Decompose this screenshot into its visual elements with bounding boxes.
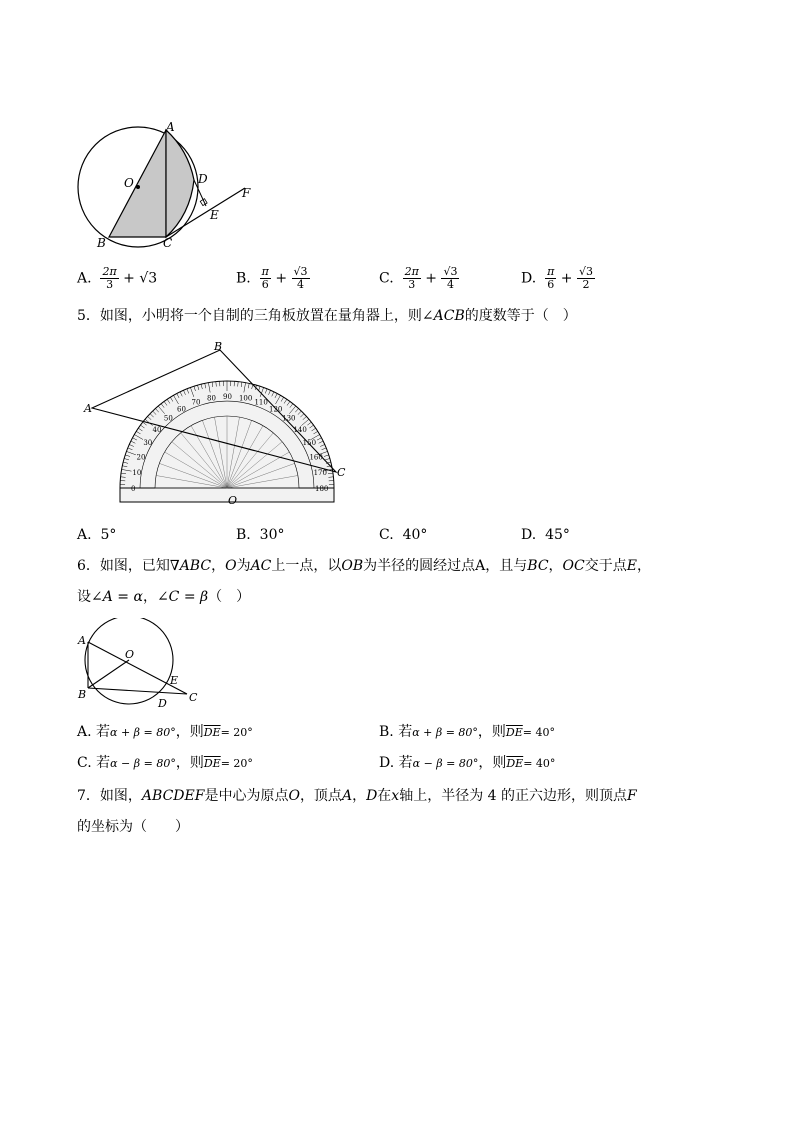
q7-stem-line1: 7．如图，ABCDEF是中心为原点O，顶点A，D在x轴上，半径为 4 的正六边形，则顶点F: [77, 788, 637, 804]
q5-option-d: D. 45°: [521, 527, 570, 543]
protractor-scale-number: 130: [282, 414, 296, 423]
protractor-scale-number: 120: [269, 405, 283, 414]
q4-option-b: B. $\frac{\pi}{6}$ + $\frac{√3}{4}$: [236, 265, 308, 291]
q4-label-C: C: [163, 236, 173, 250]
q4-option-a: A. $\frac{2\pi}{3}$ + √3: [77, 265, 158, 291]
protractor-scale-number: 60: [177, 405, 186, 414]
q5-label-C: C: [337, 466, 346, 479]
q5-option-a: A. 5°: [77, 527, 117, 543]
q6-option-a: A. 若α + β = 80°，则$\overline{DE}= 20^\circ$: [77, 724, 253, 740]
protractor-scale-number: 110: [254, 398, 268, 407]
protractor-scale-number: 50: [163, 414, 173, 423]
q4-label-B: B: [97, 236, 106, 250]
q7-stem-line2: 的坐标为（ ）: [77, 819, 189, 835]
q6-option-d: D. 若α − β = 80°，则$\overline{DE}= 40^\circ$: [379, 755, 556, 771]
q4-figure: [70, 120, 260, 255]
q6-figure: [72, 618, 212, 710]
q5-stem: 5．如图，小明将一个自制的三角板放置在量角器上，则∠ACB的度数等于（ ）: [77, 308, 577, 324]
q5-option-c: C. 40°: [379, 527, 428, 543]
q4-label-E: E: [210, 208, 219, 222]
q5-label-O: O: [228, 494, 238, 507]
q6-option-b: B. 若α + β = 80°，则$\overline{DE}= 40^\circ$: [379, 724, 555, 740]
protractor-scale-number: 40: [152, 425, 162, 434]
protractor-scale-number: 0: [131, 485, 136, 493]
q4-option-d: D. $\frac{\pi}{6}$ + $\frac{√3}{2}$: [521, 265, 593, 291]
q6-option-c: C. 若α − β = 80°，则$\overline{DE}= 20^\circ$: [77, 755, 253, 771]
protractor-scale-number: 30: [143, 439, 153, 447]
q4-label-A: A: [166, 120, 175, 134]
q6-label-B: B: [78, 688, 87, 701]
protractor-scale-number: 140: [293, 425, 307, 434]
protractor-scale-number: 160: [309, 453, 323, 462]
q6-label-D: D: [158, 697, 167, 710]
protractor-scale-number: 90: [223, 393, 232, 401]
q4-option-c: C. $\frac{2\pi}{3}$ + $\frac{√3}{4}$: [379, 265, 458, 291]
q5-label-A: A: [84, 402, 92, 415]
q5-label-B: B: [214, 340, 223, 353]
q6-label-A: A: [78, 634, 86, 647]
protractor-scale-number: 20: [136, 453, 146, 462]
protractor-scale-number: 80: [207, 394, 216, 403]
protractor-scale-number: 150: [302, 439, 317, 447]
q6-stem-line2: 设∠A = α，∠C = β（ ）: [77, 589, 251, 605]
q5-option-b: B. 30°: [236, 527, 285, 543]
q4-label-F: F: [242, 186, 251, 200]
protractor-scale-number: 10: [132, 469, 142, 478]
protractor-scale-number: 180: [315, 485, 329, 493]
q6-stem-line1: 6．如图，已知∇ABC，O为AC上一点，以OB为半径的圆经过点A，且与BC，OC交于点E，: [77, 558, 651, 574]
q4-label-O: O: [124, 176, 134, 190]
q4-label-D: D: [198, 172, 208, 186]
q6-label-O: O: [125, 648, 135, 661]
q5-figure: [80, 338, 360, 510]
protractor-scale-number: 170: [313, 469, 327, 478]
protractor-scale-number: 70: [191, 398, 201, 407]
protractor-scale-number: 100: [238, 394, 253, 403]
q6-label-C: C: [189, 691, 198, 704]
q6-label-E: E: [170, 674, 179, 687]
